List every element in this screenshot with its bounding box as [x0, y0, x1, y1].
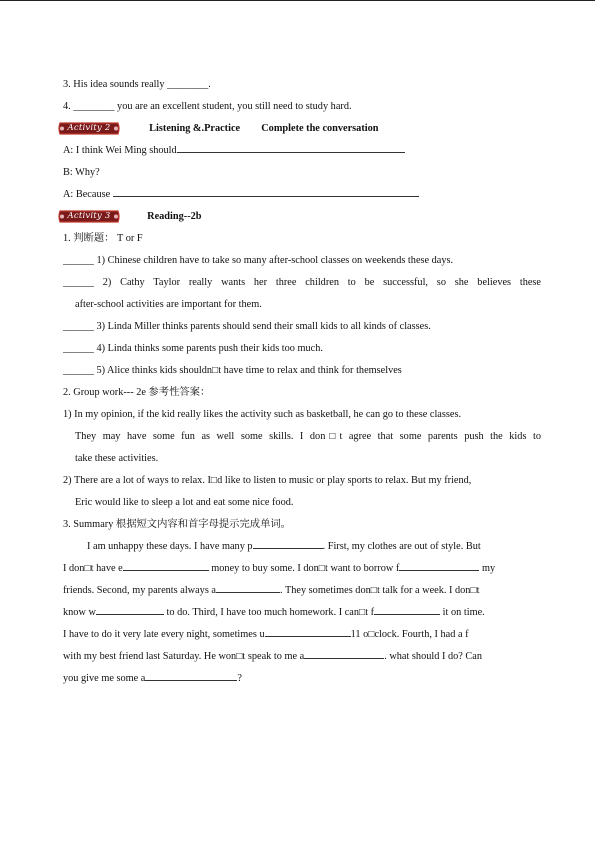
dialogue-b: B: Why?	[63, 167, 100, 178]
summary-text: . First, my clothes are out of style. But	[322, 541, 481, 552]
summary-text: I am unhappy these days. I have many p	[87, 541, 253, 552]
judge-item-5	[63, 360, 541, 382]
answer-blank[interactable]	[216, 581, 280, 593]
activity-2-badge-label: Activity 2	[67, 123, 111, 134]
group-answer-1: 1) In my opinion, if the kid really likes the activity such as basketball, he can go to these classes.	[63, 409, 462, 420]
answer-blank[interactable]	[374, 603, 440, 615]
answer-blank[interactable]	[265, 625, 351, 637]
tf-blank[interactable]: ______	[63, 321, 94, 332]
summary-line-5	[63, 624, 541, 646]
activity-3-title: Reading--2b	[147, 211, 202, 222]
answer-blank[interactable]	[145, 669, 237, 681]
activity-2-subtitle: Complete the conversation	[261, 123, 379, 134]
activity-3-badge-label: Activity 3	[67, 211, 111, 222]
summary-text: my	[479, 563, 496, 574]
judge-item-3	[63, 316, 541, 338]
summary-text: ?	[237, 673, 242, 684]
page-top-rule	[0, 0, 595, 1]
summary-line-3	[63, 580, 541, 602]
summary-text: to do. Third, I have too much homework. I can□t f	[163, 607, 375, 618]
tf-blank[interactable]: ______	[63, 365, 94, 376]
summary-text: I don□t have e	[63, 563, 123, 574]
worksheet-body	[63, 74, 541, 690]
answer-blank[interactable]	[177, 141, 405, 153]
group-answer-2: 2) There are a lot of ways to relax. I□d like to listen to music or play sports to relax. But my friend,	[63, 475, 472, 486]
judge-item-5-text: 5) Alice thinks kids shouldn□t have time to relax and think for themselves	[96, 365, 402, 376]
activity-3-badge	[58, 209, 120, 224]
judge-item-2-cont: after-school activities are important for them.	[75, 299, 262, 310]
summary-text: know w	[63, 607, 96, 618]
summary-text: . what should I do? Can	[384, 651, 482, 662]
group-answer-1-end: take these activities.	[75, 453, 159, 464]
summary-text: it on time.	[440, 607, 485, 618]
answer-blank[interactable]	[123, 559, 209, 571]
summary-text: I have to do it very late every night, sometimes u	[63, 629, 265, 640]
summary-line-7	[63, 668, 541, 690]
summary-line-2	[63, 558, 541, 580]
tf-blank[interactable]: ______	[63, 343, 94, 354]
judge-item-1	[63, 250, 541, 272]
activity-2-header	[63, 118, 541, 140]
summary-line-4	[63, 602, 541, 624]
question-3: 3. His idea sounds really ________.	[63, 79, 211, 90]
judge-item-4-text: 4) Linda thinks some parents push their kids too much.	[96, 343, 323, 354]
answer-blank[interactable]	[304, 647, 384, 659]
activity-3-header	[63, 206, 541, 228]
summary-title: 3. Summary 根据短文内容和首字母提示完成单词。	[63, 519, 291, 530]
answer-blank[interactable]	[113, 185, 419, 197]
dialogue-a2-label: A: Because	[63, 189, 111, 200]
summary-text: money to buy some. I don□t want to borrow f	[208, 563, 400, 574]
answer-blank[interactable]	[253, 537, 323, 549]
judge-item-3-text: 3) Linda Miller thinks parents should send their small kids to all kinds of classes.	[96, 321, 431, 332]
group-work-title: 2. Group work--- 2e 参考性答案：	[63, 387, 211, 398]
group-answer-2-cont: Eric would like to sleep a lot and eat some nice food.	[75, 497, 294, 508]
dialogue-a1	[63, 140, 541, 162]
tf-blank[interactable]: ______	[63, 255, 94, 266]
summary-text: you give me some a	[63, 673, 146, 684]
judge-item-1-text: 1) Chinese children have to take so many after-school classes on weekends these days.	[96, 255, 454, 266]
judge-title: 1. 判断题： T or F	[63, 233, 143, 244]
dialogue-a2	[63, 184, 541, 206]
answer-blank[interactable]	[96, 603, 164, 615]
dialogue-a1-label: A: I think Wei Ming should	[63, 145, 177, 156]
judge-item-2	[63, 272, 541, 294]
activity-2-badge	[58, 121, 120, 136]
summary-text: 11 o□clock. Fourth, I had a f	[350, 629, 469, 640]
answer-blank[interactable]	[399, 559, 479, 571]
judge-item-4	[63, 338, 541, 360]
judge-item-2-text: 2) Cathy Taylor really wants her three children to be successful, so she believes these	[102, 277, 542, 288]
activity-2-title: Listening &.Practice	[149, 123, 241, 134]
group-answer-1-cont: They may have some fun as well some skills. I don□t agree that some parents push the kids to	[75, 431, 541, 442]
tf-blank[interactable]: ______	[63, 277, 94, 288]
summary-line-6	[63, 646, 541, 668]
summary-text: with my best friend last Saturday. He won□t speak to me a	[63, 651, 305, 662]
question-4: 4. ________ you are an excellent student, you still need to study hard.	[63, 101, 352, 112]
summary-line-1	[63, 536, 541, 558]
summary-text: . They sometimes don□t talk for a week. I don□t	[279, 585, 480, 596]
summary-text: friends. Second, my parents always a	[63, 585, 216, 596]
